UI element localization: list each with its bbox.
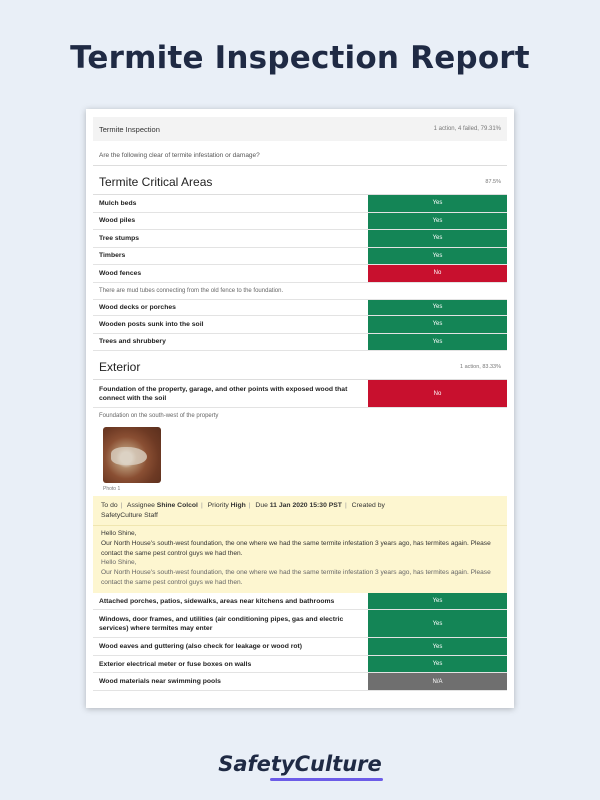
table-row xyxy=(93,656,507,674)
answer-badge: Yes xyxy=(368,195,507,212)
section-score: 87.5% xyxy=(485,179,501,185)
created-value: SafetyCulture Staff xyxy=(101,512,158,519)
message-text: Our North House's south-west foundation, the one where we had the same termite infestation 3 years ago, has termites again. Please contact the same pest control guys we had then. xyxy=(101,569,491,586)
table-row xyxy=(93,316,507,334)
action-card[interactable] xyxy=(93,496,507,593)
section-score: 1 action, 83.33% xyxy=(460,364,501,370)
action-meta: To do | Assignee Shine Colcol | Priority High | Due 11 Jan 2020 15:30 PST | Created by SafetyCulture Staff xyxy=(93,496,507,526)
answer-badge: Yes xyxy=(368,638,507,655)
table-row xyxy=(93,265,507,283)
row-label: Wood eaves and guttering (also check for leakage or wood rot) xyxy=(99,643,303,651)
question-text: Are the following clear of termite infestation or damage? xyxy=(93,141,507,166)
report-sheet xyxy=(86,109,514,708)
report-header-title: Termite Inspection xyxy=(99,124,160,134)
section-title: Termite Critical Areas xyxy=(99,175,213,189)
row-label: Tree stumps xyxy=(99,234,140,242)
table-row xyxy=(93,299,507,317)
brand-underline xyxy=(270,778,383,781)
report-header xyxy=(93,117,507,141)
message-greeting: Hello Shine, xyxy=(101,559,137,567)
item-note: There are mud tubes connecting from the old fence to the foundation. xyxy=(99,287,284,294)
action-status: To do xyxy=(101,502,118,509)
row-label: Windows, door frames, and utilities (air conditioning pipes, gas and electric services) where termites may enter xyxy=(99,615,344,632)
answer-badge: Yes xyxy=(368,316,507,333)
priority-label: Priority xyxy=(207,502,229,509)
answer-badge: Yes xyxy=(368,656,507,673)
answer-badge: Yes xyxy=(368,610,507,637)
page-title: Termite Inspection Report xyxy=(70,40,530,76)
answer-badge: N/A xyxy=(368,673,507,690)
row-label: Wood fences xyxy=(99,269,142,277)
photo-caption: Photo 1 xyxy=(103,486,121,492)
priority-value: High xyxy=(230,502,246,509)
termite-photo[interactable] xyxy=(103,427,161,483)
table-row xyxy=(93,610,507,638)
brand-logo: SafetyCulture xyxy=(218,752,382,776)
row-label: Foundation of the property, garage, and other points with exposed wood that connect with the soil xyxy=(99,385,348,402)
table-row xyxy=(93,248,507,266)
answer-badge: No xyxy=(368,265,507,282)
table-row xyxy=(93,593,507,611)
section-header-exterior xyxy=(93,351,507,380)
table-row xyxy=(93,213,507,231)
row-label: Mulch beds xyxy=(99,199,137,207)
table-row xyxy=(93,380,507,408)
row-label: Wood materials near swimming pools xyxy=(99,678,221,686)
answer-badge: Yes xyxy=(368,213,507,230)
message-text: Our North House's south-west foundation, the one where we had the same termite infestation 3 years ago, has termites again. Please contact the same pest control guys we had then. xyxy=(101,539,491,557)
row-label: Wooden posts sunk into the soil xyxy=(99,320,204,328)
answer-badge: Yes xyxy=(368,300,507,316)
table-row xyxy=(93,638,507,656)
answer-badge: Yes xyxy=(368,248,507,265)
answer-badge: Yes xyxy=(368,230,507,247)
created-label: Created by xyxy=(351,502,385,509)
table-row xyxy=(93,195,507,213)
answer-badge: Yes xyxy=(368,593,507,610)
row-label: Wood decks or porches xyxy=(99,303,176,311)
item-note: Foundation on the south-west of the property xyxy=(99,413,219,419)
answer-badge: No xyxy=(368,380,507,407)
row-label: Exterior electrical meter or fuse boxes on walls xyxy=(99,660,252,668)
answer-badge: Yes xyxy=(368,334,507,351)
action-message xyxy=(93,526,507,593)
row-label: Timbers xyxy=(99,252,126,260)
row-label: Attached porches, patios, sidewalks, areas near kitchens and bathrooms xyxy=(99,597,335,605)
message-greeting: Hello Shine, xyxy=(101,530,137,537)
report-header-summary: 1 action, 4 failed, 79.31% xyxy=(433,126,501,132)
row-label: Trees and shrubbery xyxy=(99,338,166,346)
table-row xyxy=(93,673,507,691)
table-row xyxy=(93,334,507,352)
section-title: Exterior xyxy=(99,360,141,374)
assignee-value: Shine Colcol xyxy=(156,502,198,509)
due-value: 11 Jan 2020 15:30 PST xyxy=(269,502,342,509)
due-label: Due xyxy=(255,502,268,509)
assignee-label: Assignee xyxy=(126,502,155,509)
photo-attachment[interactable] xyxy=(93,424,507,483)
table-row xyxy=(93,230,507,248)
section-header-critical xyxy=(93,166,507,195)
row-label: Wood piles xyxy=(99,217,136,225)
